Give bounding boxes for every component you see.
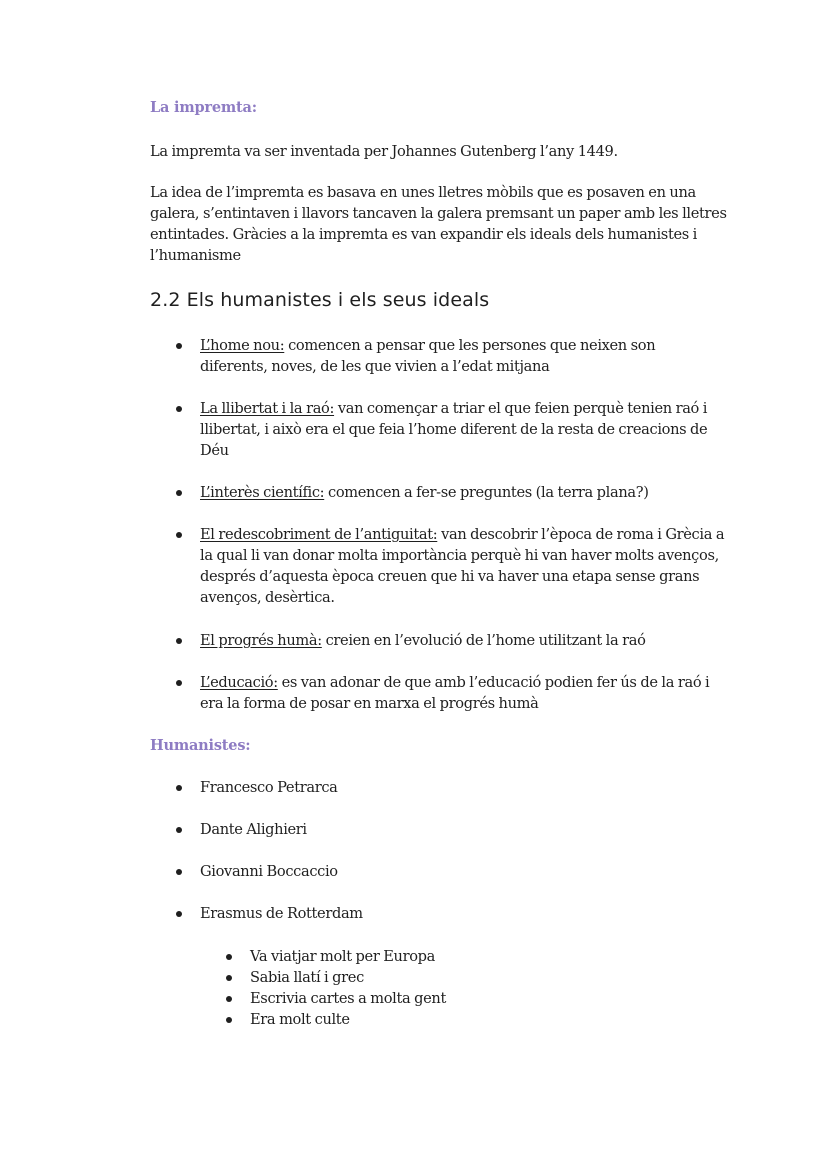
bullet-icon [176,406,182,412]
ideal-text: creien en l’evolució de l’home utilitzant la raó [321,632,646,649]
bullet-icon [176,869,182,875]
humanist-name: Giovanni Boccaccio [200,863,338,880]
ideal-text: comencen a fer-se preguntes (la terra plana?) [324,484,649,501]
list-item [250,967,650,988]
bullet-icon [176,343,182,349]
bullet-icon [176,532,182,538]
paragraph-impremta-idea: La idea de l’impremta es basava en unes lletres mòbils que es posaven en una galera, s’entintaven i llavors tancaven la galera premsant un paper amb les lletres entintades. Gràcies a la impremta es van expandir els ideals dels humanistes i l’humanisme [150,184,727,264]
section-label-humanistes: Humanistes: [150,737,251,754]
ideal-term: L’home nou: [200,337,285,354]
bullet-icon [176,490,182,496]
ideal-term: L’educació: [200,674,278,691]
list-item [250,946,650,967]
bullet-icon [226,954,232,960]
list-item [200,482,725,503]
list-item [200,861,725,882]
ideal-text: comencen a pensar que les persones que neixen son diferents, noves, de les que vivien a l’edat mitjana [200,337,656,375]
ideal-text: van descobrir l’època de roma i Grècia a la qual li van donar molta importància perquè hi van haver molts avenços, després d’aquesta època creuen que hi va haver una etapa sense grans avenços, desèrtica. [200,526,725,606]
list-item [200,630,725,651]
list-item [200,398,725,461]
bullet-icon [176,680,182,686]
ideal-term: El redescobriment de l’antiguitat: [200,526,438,543]
erasmus-fact: Era molt culte [250,1011,350,1028]
ideal-term: La llibertat i la raó: [200,400,335,417]
erasmus-fact: Sabia llatí i grec [250,969,364,986]
section-heading: 2.2 Els humanistes i els seus ideals [150,289,490,311]
list-item [250,1009,650,1030]
section-label-impremta: La impremta: [150,99,257,116]
list-item [200,903,725,924]
erasmus-fact: Escrivia cartes a molta gent [250,990,446,1007]
list-item [200,335,725,377]
list-item [200,777,725,798]
humanist-name: Dante Alighieri [200,821,307,838]
bullet-icon [176,785,182,791]
humanist-name: Francesco Petrarca [200,779,338,796]
ideal-text: van començar a triar el que feien perquè tenien raó i llibertat, i això era el que feia l’home diferent de la resta de creacions de Déu [200,400,708,459]
erasmus-fact: Va viatjar molt per Europa [250,948,436,965]
list-item [200,524,725,608]
list-item [200,819,725,840]
ideal-term: L’interès científic: [200,484,325,501]
humanist-name: Erasmus de Rotterdam [200,905,363,922]
bullet-icon [176,638,182,644]
list-item [200,672,725,714]
bullet-icon [176,911,182,917]
ideal-term: El progrés humà: [200,632,322,649]
bullet-icon [226,975,232,981]
paragraph-impremta-invention: La impremta va ser inventada per Johannes Gutenberg l’any 1449. [150,143,618,160]
list-item [250,988,650,1009]
bullet-icon [176,827,182,833]
bullet-icon [226,996,232,1002]
ideal-text: es van adonar de que amb l’educació podien fer ús de la raó i era la forma de posar en marxa el progrés humà [200,674,710,712]
bullet-icon [226,1017,232,1023]
